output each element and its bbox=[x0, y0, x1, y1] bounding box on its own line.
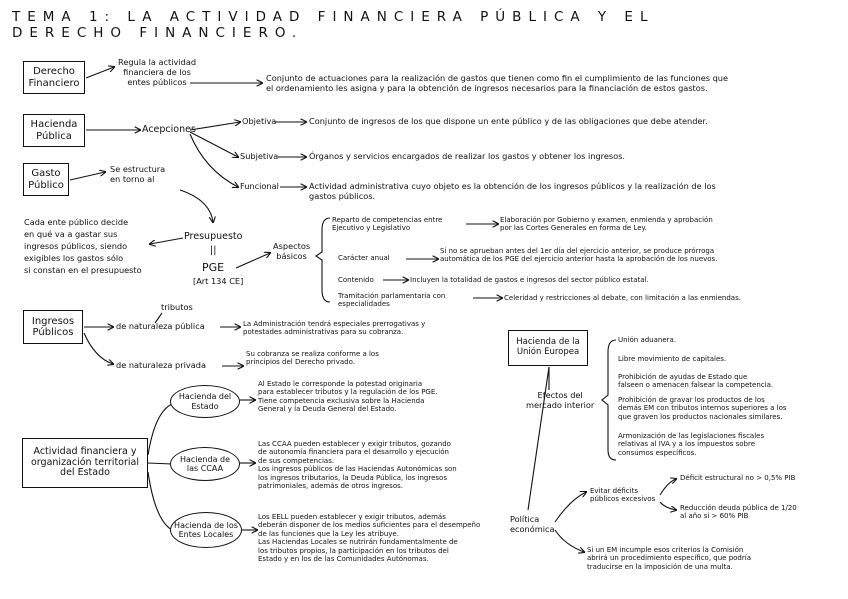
ue-brace bbox=[602, 340, 616, 460]
aspecto-1-label: Reparto de competencias entre Ejecutivo y Legislativo bbox=[332, 216, 443, 233]
ue-item-1: Unión aduanera. bbox=[618, 336, 677, 344]
aspecto-2-label: Carácter anual bbox=[338, 254, 390, 262]
naturaleza-privada-label: de naturaleza privada bbox=[116, 360, 206, 370]
pge-label: PGE bbox=[202, 261, 225, 274]
arrow-evitar-deficit bbox=[660, 479, 676, 495]
hacienda-ccaa-ellipse: Hacienda de las CCAA bbox=[170, 447, 240, 481]
regula-text: Regula la actividad financiera de los entes públicos bbox=[118, 57, 197, 87]
objetiva-text: Conjunto de ingresos de los que dispone un ente público y de las obligaciones que debe atender. bbox=[309, 116, 708, 126]
tributos-label: tributos bbox=[161, 302, 193, 312]
arrow-politica-sanction bbox=[555, 530, 584, 552]
aspectos-brace bbox=[316, 218, 330, 302]
aspecto-3-text: Incluyen la totalidad de gastos e ingresos del sector público estatal. bbox=[410, 276, 649, 284]
link-ue-politica bbox=[528, 367, 549, 510]
ue-item-2: Libre movimiento de capitales. bbox=[618, 355, 727, 363]
link-act-locales bbox=[148, 472, 172, 530]
actividad-financiera-box: Actividad financiera y organización territorial del Estado bbox=[22, 438, 148, 488]
subjetiva-text: Órganos y servicios encargados de realizar los gastos y obtener los ingresos. bbox=[309, 151, 626, 161]
subjetiva-label: Subjetiva bbox=[240, 151, 279, 161]
ue-item-4: Prohibición de gravar los productos de los demás EM con tributos internos superiores a los que graven los productos nacionales similares. bbox=[618, 396, 787, 421]
hacienda-ue-box: Hacienda de la Unión Europea bbox=[508, 330, 588, 366]
ingresos-publicos-box: Ingresos Públicos bbox=[23, 310, 83, 344]
funcional-text: Actividad administrativa cuyo objeto es la obtención de los ingresos públicos y la realización de los gastos públicos. bbox=[309, 181, 716, 201]
evitar-deficits-label: Evitar déficits públicos excesivos bbox=[590, 487, 656, 504]
arrow-politica-evitar bbox=[555, 492, 586, 522]
page-title: TEMA 1: LA ACTIVIDAD FINANCIERA PÚBLICA Y EL DERECHO FINANCIERO. bbox=[12, 9, 655, 41]
art-134-label: [Art 134 CE] bbox=[193, 276, 244, 286]
arrow-ip-privada bbox=[84, 333, 113, 364]
arrow-funcional bbox=[190, 134, 238, 187]
ue-item-5: Armonización de las legislaciones fiscales relativas al IVA y a los impuestos sobre consumos específicos. bbox=[618, 432, 765, 457]
naturaleza-privada-text: Su cobranza se realiza conforme a los principios del Derecho privado. bbox=[246, 350, 379, 367]
naturaleza-publica-text: La Administración tendrá especiales prerrogativas y potestades administrativas para su cobranza. bbox=[243, 320, 426, 337]
naturaleza-publica-label: de naturaleza pública bbox=[116, 321, 205, 331]
arrow-pge-aspectos bbox=[236, 253, 270, 268]
estructura-text: Se estructura en torno al bbox=[110, 164, 166, 184]
funcional-label: Funcional bbox=[240, 181, 279, 191]
acepciones-label: Acepciones bbox=[142, 124, 196, 135]
link-act-ccaa bbox=[148, 463, 172, 464]
hacienda-ccaa-text: Las CCAA pueden establecer y exigir tributos, gozando de autonomía financiera para el desarrollo y ejecución de sus competencias. Los ingresos públicos de las Haciendas Autonómicas son los ingresos tributarios, la Deuda Pública, los ingresos patrimoniales, además de otros ingresos. bbox=[258, 440, 457, 490]
sanction-text: Si un EM incumple esos criterios la Comisión abrirá un procedimiento específico, que podría traducirse en la imposición de una multa. bbox=[587, 546, 751, 571]
aspecto-4-text: Celeridad y restricciones al debate, con limitación a las enmiendas. bbox=[504, 294, 741, 302]
ue-item-3: Prohibición de ayudas de Estado que falseen o amenacen falsear la competencia. bbox=[618, 373, 774, 390]
hacienda-locales-ellipse: Hacienda de los Entes Locales bbox=[170, 512, 242, 548]
deficit-estructural-text: Déficit estructural no > 0,5% PIB bbox=[680, 474, 796, 482]
aspecto-2-text: Si no se aprueban antes del 1er día del ejercicio anterior, se produce prórroga automática de los PGE del ejercicio anterior hasta la aprobación de los nuevos. bbox=[440, 247, 718, 264]
aspecto-3-label: Contenido bbox=[338, 276, 374, 284]
efectos-mercado-label: Efectos del mercado interior bbox=[526, 390, 595, 410]
derecho-financiero-definition: Conjunto de actuaciones para la realización de gastos que tienen como fin el cumplimiento de las funciones que el ordenamiento les asigna y para la obtención de ingresos necesarios para la financiación de estos gastos. bbox=[266, 73, 729, 93]
hacienda-publica-box: Hacienda Pública bbox=[23, 114, 85, 147]
presupuesto-label: Presupuesto bbox=[184, 231, 243, 242]
link-act-estado bbox=[148, 404, 172, 455]
arrow-estructura-presupuesto bbox=[180, 190, 213, 222]
arrow-presupuesto-note bbox=[150, 238, 183, 244]
arrow-objetiva bbox=[190, 122, 240, 130]
politica-economica-label: Política económica bbox=[510, 514, 555, 534]
aspecto-1-text: Elaboración por Gobierno y examen, enmienda y aprobación por las Cortes Generales en forma de Ley. bbox=[500, 216, 713, 233]
reduccion-deuda-text: Reducción deuda pública de 1/20 al año si > 60% PIB bbox=[680, 504, 797, 521]
arrow-evitar-deuda bbox=[660, 502, 676, 510]
derecho-financiero-box: Derecho Financiero bbox=[23, 61, 85, 94]
arrow-gp-estructura bbox=[70, 172, 105, 180]
aspecto-4-label: Tramitación parlamentaria con especialidades bbox=[338, 292, 446, 309]
hacienda-estado-text: Al Estado le corresponde la potestad originaria para establecer tributos y la regulación de los PGE. Tiene competencia exclusiva sobre la Hacienda General y la Deuda General del Estado. bbox=[258, 380, 438, 414]
hacienda-locales-text: Los EELL pueden establecer y exigir tributos, además deberán disponer de los medios suficientes para el desempeño de las funciones que la Ley les atribuye. Las Haciendas Locales se nutrirán fundamentalmente de los tributos propios, la participación en los tributos del Estado y en los de las Comunidades Autónomas. bbox=[258, 513, 481, 563]
objetiva-label: Objetiva bbox=[242, 116, 277, 126]
hacienda-estado-ellipse: Hacienda del Estado bbox=[170, 385, 240, 418]
aspectos-basicos-label: Aspectos básicos bbox=[273, 241, 311, 261]
equals-sign: || bbox=[210, 245, 217, 256]
arrow-subjetiva bbox=[190, 132, 238, 157]
gasto-publico-box: Gasto Público bbox=[23, 163, 69, 196]
gasto-side-note: Cada ente público decide en qué va a gastar sus ingresos públicos, siendo exigibles los gastos sólo si constan en el presupuesto bbox=[24, 217, 142, 275]
arrow-df-regula bbox=[86, 67, 114, 78]
